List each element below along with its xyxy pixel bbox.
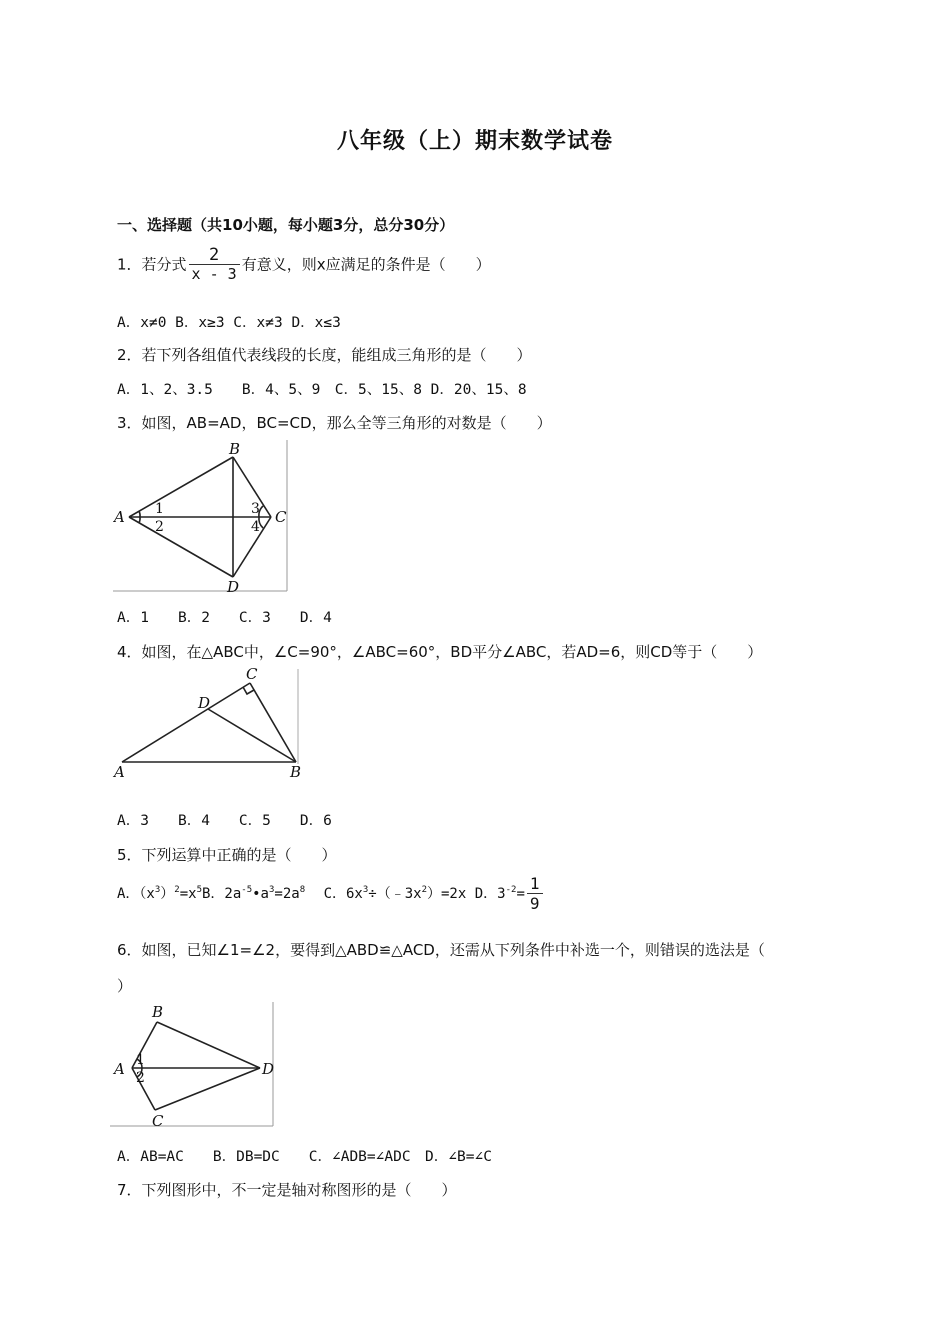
q1-fraction-denominator: x - 3 bbox=[189, 264, 240, 284]
q4-figure bbox=[110, 664, 310, 782]
q3-label-2: 2 bbox=[155, 519, 164, 535]
q3-figure bbox=[113, 440, 293, 596]
q4-segment-DB bbox=[208, 709, 296, 762]
q5-b-exp1: -5 bbox=[241, 885, 253, 895]
q6-options: A．AB=AC B．DB=DC C．∠ADB=∠ADC D．∠B=∠C bbox=[117, 1149, 492, 1165]
q5-a-exp2: 2 bbox=[174, 885, 180, 895]
q2-options: A．1、2、3.5 B．4、5、9 C．5、15、8 D．20、15、8 bbox=[117, 382, 527, 398]
question-6-line1: 6．如图，已知∠1=∠2，要得到△ABD≌△ACD，还需从下列条件中补选一个，则错误的选法是（ bbox=[117, 941, 765, 959]
q6-segment-BD bbox=[157, 1022, 260, 1068]
q1-prefix: 1．若分式 bbox=[117, 255, 187, 274]
question-7: 7．下列图形中，不一定是轴对称图形的是（ ） bbox=[117, 1181, 457, 1199]
q6-label-C: C bbox=[152, 1112, 164, 1130]
q3-options: A．1 B．2 C．3 D．4 bbox=[117, 610, 332, 626]
q5-b-exp3: 8 bbox=[299, 885, 306, 895]
section-heading: 一、选择题（共10小题，每小题3分，总分30分） bbox=[117, 216, 455, 234]
q5-option-c bbox=[324, 886, 467, 902]
q5-d-part1: D．3 bbox=[474, 886, 506, 902]
q3-label-A: A bbox=[114, 508, 125, 526]
page-title: 八年级（上）期末数学试卷 bbox=[336, 129, 613, 154]
q5-d-exp1: -2 bbox=[505, 885, 517, 895]
q1-fraction-numerator: 2 bbox=[209, 245, 220, 265]
q6-label-2: 2 bbox=[136, 1070, 145, 1086]
question-1 bbox=[117, 246, 491, 284]
question-3: 3．如图，AB=AD，BC=CD，那么全等三角形的对数是（ ） bbox=[117, 414, 552, 432]
q5-option-a bbox=[117, 886, 202, 902]
q6-segment-CD bbox=[155, 1068, 260, 1110]
q4-label-A: A bbox=[114, 763, 125, 781]
q6-figure bbox=[110, 1002, 280, 1132]
q5-c-part3: ）=2x bbox=[427, 886, 467, 902]
q5-d-fraction bbox=[527, 875, 543, 913]
q5-b-part3: =2a bbox=[274, 886, 300, 902]
q4-segment-CB bbox=[250, 683, 296, 762]
question-4: 4．如图，在△ABC中，∠C=90°，∠ABC=60°，BD平分∠ABC，若AD=6，则CD等于（ ） bbox=[117, 643, 763, 661]
q5-d-fraction-numerator: 1 bbox=[529, 874, 540, 893]
question-6-line2: ） bbox=[117, 977, 133, 995]
q3-label-1: 1 bbox=[155, 501, 164, 517]
q3-angle-mark-2 bbox=[139, 517, 140, 523]
q6-label-D: D bbox=[262, 1060, 275, 1078]
q5-c-exp1: 3 bbox=[362, 885, 369, 895]
q5-a-exp3: 5 bbox=[196, 885, 202, 895]
q4-label-C: C bbox=[246, 665, 258, 683]
q5-a-part3: =x bbox=[179, 886, 197, 902]
q5-option-b bbox=[202, 886, 305, 902]
q6-label-B: B bbox=[152, 1003, 164, 1021]
q5-d-fraction-denominator: 9 bbox=[527, 893, 543, 913]
q3-segment-AD bbox=[129, 517, 233, 577]
q5-d-part2: = bbox=[516, 886, 525, 902]
q5-c-part1: C．6x bbox=[323, 886, 363, 902]
q4-options: A．3 B．4 C．5 D．6 bbox=[117, 813, 332, 829]
q3-label-D: D bbox=[227, 578, 240, 596]
q5-a-exp1: 3 bbox=[154, 885, 161, 895]
q1-fraction bbox=[189, 246, 240, 284]
q6-label-1: 1 bbox=[136, 1052, 145, 1068]
q4-label-B: B bbox=[290, 763, 302, 781]
q5-b-exp2: 3 bbox=[268, 885, 275, 895]
q5-c-exp2: 2 bbox=[421, 885, 427, 895]
q5-c-part2: ÷（﹣3x bbox=[368, 886, 422, 902]
q5-b-part2: •a bbox=[252, 886, 269, 902]
q1-suffix: 有意义，则x应满足的条件是（ ） bbox=[241, 255, 491, 274]
q1-options: A．x≠0 B．x≥3 C．x≠3 D．x≤3 bbox=[117, 315, 341, 331]
question-5: 5．下列运算中正确的是（ ） bbox=[117, 846, 337, 864]
q3-label-4: 4 bbox=[251, 519, 260, 535]
q4-label-D: D bbox=[198, 694, 211, 712]
q5-option-d bbox=[474, 874, 545, 913]
q5-options bbox=[117, 874, 545, 914]
q5-b-part1: B．2a bbox=[201, 886, 242, 902]
q5-a-part1: A．（x bbox=[117, 886, 155, 902]
q5-a-part2: ） bbox=[160, 886, 175, 902]
q3-label-C: C bbox=[275, 508, 287, 526]
q3-label-B: B bbox=[229, 440, 241, 458]
question-2: 2．若下列各组值代表线段的长度，能组成三角形的是（ ） bbox=[117, 346, 532, 364]
q3-angle-mark-1 bbox=[139, 511, 140, 517]
q3-segment-AB bbox=[129, 457, 233, 517]
q3-label-3: 3 bbox=[251, 501, 260, 517]
q6-label-A: A bbox=[114, 1060, 125, 1078]
